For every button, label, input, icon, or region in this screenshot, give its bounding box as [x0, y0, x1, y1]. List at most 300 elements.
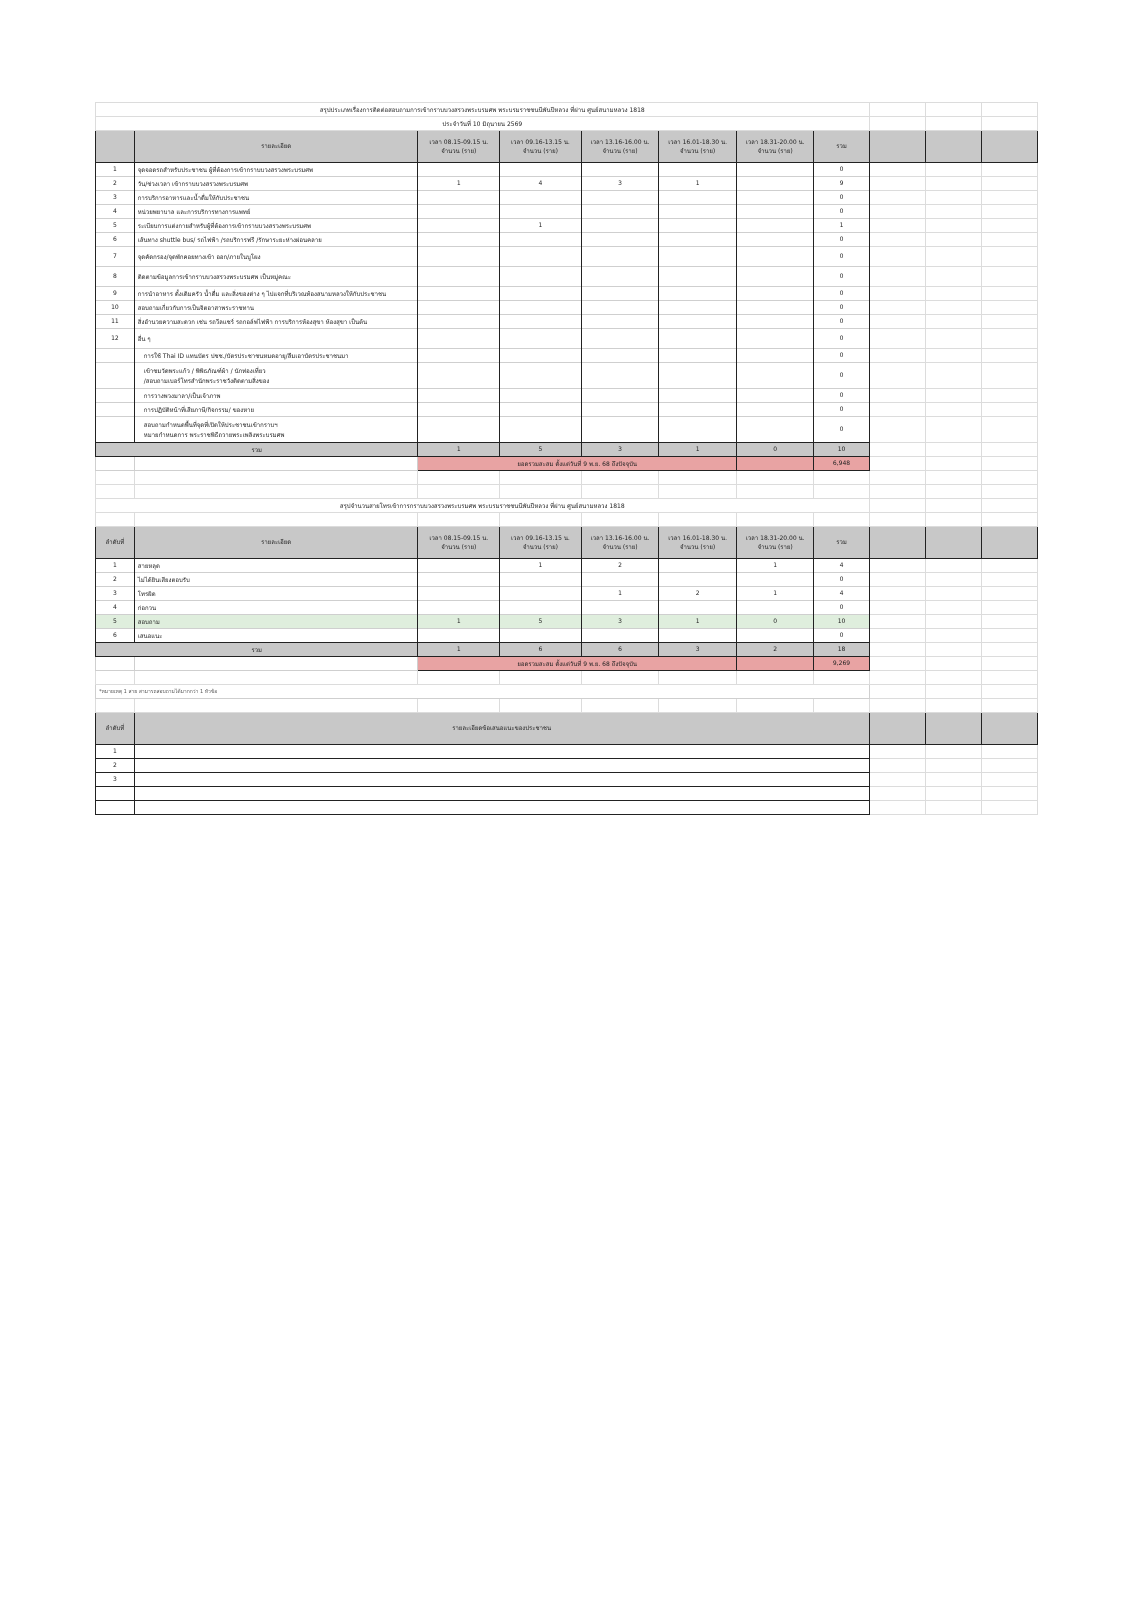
- extra-cell: [925, 191, 981, 205]
- spacer-row: [96, 699, 1038, 713]
- sheet2-cumulative-row: [96, 657, 1038, 671]
- blank: [659, 513, 737, 527]
- row-value: [581, 389, 659, 403]
- blank: [659, 471, 737, 485]
- row-value: 1: [659, 177, 737, 191]
- blank: [500, 513, 582, 527]
- extra-cell: [925, 417, 981, 443]
- extra-cell: [869, 233, 925, 247]
- extra-cell: [925, 177, 981, 191]
- row-value: [581, 315, 659, 329]
- row-number: 4: [96, 205, 135, 219]
- row-value: [736, 417, 814, 443]
- extra-cell: [925, 233, 981, 247]
- row-number: 1: [96, 163, 135, 177]
- row-number: 3: [96, 773, 135, 787]
- blank: [869, 699, 925, 713]
- extra-cell: [981, 205, 1037, 219]
- extra-cell: [981, 117, 1037, 131]
- row-value: [418, 219, 500, 233]
- spacer-row: [96, 513, 1038, 527]
- row-label: โทรผิด: [134, 587, 418, 601]
- blank: [418, 671, 500, 685]
- blank: [96, 485, 135, 499]
- row-value: 2: [659, 587, 737, 601]
- sheet1-date-row: [96, 117, 1038, 131]
- row-value: [418, 587, 500, 601]
- sum-value: 6: [500, 643, 582, 657]
- blank: [134, 699, 418, 713]
- extra-cell: [869, 389, 925, 403]
- extra-cell: [925, 601, 981, 615]
- row-value: 2: [581, 559, 659, 573]
- sum-value: 1: [418, 643, 500, 657]
- extra-cell: [981, 363, 1037, 389]
- header-col-4: เวลา 13.16-16.00 น. จำนวน (ราย): [581, 527, 659, 559]
- row-number: 10: [96, 301, 135, 315]
- row-value: 1: [736, 559, 814, 573]
- row-label: ระเบียบการแต่งกายสำหรับผู้ที่ต้องการเข้ากราบบวงสรวงพระบรมศพ: [134, 219, 418, 233]
- extra-cell: [925, 801, 981, 815]
- row-label: การใช้ Thai ID แทนบัตร ปชช./บัตรประชาชนหมดอายุ/ลืมเอาบัตรประชาชนมา: [134, 349, 418, 363]
- blank: [869, 513, 925, 527]
- extra-cell: [869, 787, 925, 801]
- extra-cell: [869, 177, 925, 191]
- sheet1-sum-row: [96, 443, 1038, 457]
- extra-cell: [925, 457, 981, 471]
- row-value: [736, 363, 814, 389]
- extra-cell: [925, 131, 981, 163]
- row-label: จุดจอดรถสำหรับประชาชน ผู้ที่ต้องการเข้ากราบบวงสรวงพระบรมศพ: [134, 163, 418, 177]
- spacer-row: [96, 485, 1038, 499]
- row-value: 1: [736, 587, 814, 601]
- blank: [96, 671, 135, 685]
- row-value: [659, 191, 737, 205]
- extra-cell: [869, 657, 925, 671]
- row-value: [659, 205, 737, 219]
- extra-cell: [925, 267, 981, 287]
- row-value: [500, 363, 582, 389]
- extra-cell: [981, 745, 1037, 759]
- extra-cell: [869, 499, 925, 513]
- sum-label: รวม: [96, 643, 418, 657]
- spreadsheet: [95, 102, 1038, 815]
- row-number: 3: [96, 191, 135, 205]
- row-value: 4: [500, 177, 582, 191]
- row-value: [418, 247, 500, 267]
- extra-cell: [925, 247, 981, 267]
- row-value: [418, 205, 500, 219]
- row-value: [500, 247, 582, 267]
- extra-cell: [869, 349, 925, 363]
- row-value: [418, 349, 500, 363]
- blank: [814, 513, 869, 527]
- extra-cell: [981, 773, 1037, 787]
- row-total: 0: [814, 163, 869, 177]
- row-value: 3: [581, 615, 659, 629]
- row-label: ติดตามข้อมูลการเข้ากราบบวงสรวงพระบรมศพ เป็นหมู่คณะ: [134, 267, 418, 287]
- extra-cell: [869, 191, 925, 205]
- sum-value: 10: [814, 443, 869, 457]
- cumulative-blank: [736, 457, 814, 471]
- blank: [736, 699, 814, 713]
- extra-cell: [869, 759, 925, 773]
- row-number: 2: [96, 573, 135, 587]
- row-value: [736, 191, 814, 205]
- header-col-3: เวลา 13.16-16.00 น. จำนวน (ราย): [581, 131, 659, 163]
- sheet1-row: [96, 233, 1038, 247]
- extra-cell: [981, 685, 1037, 699]
- row-detail: [134, 801, 869, 815]
- row-value: [418, 301, 500, 315]
- header-col-4: เวลา 16.01-18.30 น. จำนวน (ราย): [659, 131, 737, 163]
- row-number: [96, 787, 135, 801]
- row-value: [418, 389, 500, 403]
- row-value: [736, 219, 814, 233]
- blank: [659, 699, 737, 713]
- row-value: [581, 573, 659, 587]
- extra-cell: [869, 403, 925, 417]
- sum-value: 3: [581, 443, 659, 457]
- sheet1-header-row: [96, 131, 1038, 163]
- row-number: 4: [96, 601, 135, 615]
- extra-cell: [869, 685, 925, 699]
- extra-cell: [925, 389, 981, 403]
- blank: [134, 513, 418, 527]
- cumulative-value: 6,948: [814, 457, 869, 471]
- sheet1-subrow: [96, 363, 1038, 389]
- row-label: การปฏิบัติหน้าที่เสียภาษี/กิจกรรม/ ของหาย: [134, 403, 418, 417]
- header-no: [96, 131, 135, 163]
- sum-value: 6: [581, 643, 659, 657]
- blank: [581, 671, 659, 685]
- row-label: การนำอาหาร ดั้งเดิมครัว น้ำดื่ม และสิ่งของต่าง ๆ ไปแจกที่บริเวณท้องสนามหลวงให้กับประชาชน: [134, 287, 418, 301]
- row-value: [500, 417, 582, 443]
- row-total: 4: [814, 559, 869, 573]
- row-value: [659, 349, 737, 363]
- row-label: จุดคัดกรอง/จุดพักคอยทางเข้า ออก/ภายในบูโผง: [134, 247, 418, 267]
- row-total: 0: [814, 349, 869, 363]
- row-value: [418, 163, 500, 177]
- extra-cell: [981, 559, 1037, 573]
- row-label: เส้นทาง shuttle bus/ รถไฟฟ้า /รถบริการฟรี /รักษาระยะห่างผ่อนคลาย: [134, 233, 418, 247]
- row-value: [581, 417, 659, 443]
- sheet3-row: [96, 745, 1038, 759]
- extra-cell: [981, 657, 1037, 671]
- sheet3-row: [96, 759, 1038, 773]
- extra-cell: [925, 657, 981, 671]
- row-value: [500, 629, 582, 643]
- blank: [96, 471, 135, 485]
- sheet3-header-row: [96, 713, 1038, 745]
- row-value: [581, 191, 659, 205]
- row-value: [736, 233, 814, 247]
- extra-cell: [981, 643, 1037, 657]
- extra-cell: [981, 389, 1037, 403]
- row-number: 2: [96, 177, 135, 191]
- row-value: [500, 573, 582, 587]
- row-total: 0: [814, 417, 869, 443]
- extra-cell: [925, 773, 981, 787]
- extra-cell: [981, 103, 1037, 117]
- extra-cell: [981, 713, 1037, 745]
- extra-cell: [981, 301, 1037, 315]
- row-value: 1: [418, 615, 500, 629]
- row-value: [736, 205, 814, 219]
- extra-cell: [981, 163, 1037, 177]
- sheet2-title-row: [96, 499, 1038, 513]
- row-total: 9: [814, 177, 869, 191]
- row-total: 0: [814, 287, 869, 301]
- blank: [814, 671, 869, 685]
- extra-cell: [981, 191, 1037, 205]
- row-value: [659, 267, 737, 287]
- row-value: [659, 403, 737, 417]
- extra-cell: [981, 315, 1037, 329]
- blank: [134, 657, 418, 671]
- row-label: สอบถามกำหนดพื้นที่จุดที่เปิดให้ประชาชนเข้ากราบฯ หมายกำหนดการ พระราชพิธีถวายพระเพลิงพระบรมศพ: [134, 417, 418, 443]
- extra-cell: [869, 587, 925, 601]
- row-value: 0: [736, 615, 814, 629]
- row-value: [659, 247, 737, 267]
- blank: [134, 485, 418, 499]
- row-value: [418, 629, 500, 643]
- sheet1-subrow: [96, 389, 1038, 403]
- blank: [500, 485, 582, 499]
- row-total: 0: [814, 573, 869, 587]
- extra-cell: [869, 131, 925, 163]
- sum-value: 2: [736, 643, 814, 657]
- row-label: วัน/ช่วงเวลา เข้ากราบบวงสรวงพระบรมศพ: [134, 177, 418, 191]
- extra-cell: [925, 559, 981, 573]
- sheet2-row: [96, 629, 1038, 643]
- blank: [925, 513, 981, 527]
- extra-cell: [925, 685, 981, 699]
- row-number: [96, 417, 135, 443]
- header-col-2: เวลา 09.16-13.15 น. จำนวน (ราย): [500, 131, 582, 163]
- row-number: [96, 801, 135, 815]
- blank: [500, 471, 582, 485]
- sheet2-row: [96, 573, 1038, 587]
- row-number: [96, 403, 135, 417]
- extra-cell: [981, 233, 1037, 247]
- extra-cell: [981, 267, 1037, 287]
- extra-cell: [925, 163, 981, 177]
- extra-cell: [981, 329, 1037, 349]
- header-col-0: ลำดับที่: [96, 527, 135, 559]
- row-value: [581, 205, 659, 219]
- header-col-3: เวลา 09.16-13.15 น. จำนวน (ราย): [500, 527, 582, 559]
- extra-cell: [925, 315, 981, 329]
- extra-cell: [925, 443, 981, 457]
- blank: [96, 457, 135, 471]
- blank: [814, 471, 869, 485]
- row-number: 1: [96, 745, 135, 759]
- row-value: [736, 601, 814, 615]
- row-number: 9: [96, 287, 135, 301]
- row-value: [736, 287, 814, 301]
- extra-cell: [925, 363, 981, 389]
- extra-cell: [925, 759, 981, 773]
- row-value: [581, 629, 659, 643]
- sum-value: 5: [500, 443, 582, 457]
- extra-cell: [869, 315, 925, 329]
- row-value: [418, 417, 500, 443]
- row-value: [581, 267, 659, 287]
- extra-cell: [869, 117, 925, 131]
- extra-cell: [981, 349, 1037, 363]
- sheet1-cumulative-row: [96, 457, 1038, 471]
- row-value: [500, 587, 582, 601]
- row-value: [500, 267, 582, 287]
- sheet2-row: [96, 601, 1038, 615]
- row-value: [500, 601, 582, 615]
- row-total: 0: [814, 363, 869, 389]
- row-label: อื่น ๆ: [134, 329, 418, 349]
- extra-cell: [981, 587, 1037, 601]
- spacer-row: [96, 671, 1038, 685]
- row-value: [500, 163, 582, 177]
- row-value: 1: [418, 177, 500, 191]
- row-value: [500, 349, 582, 363]
- blank: [581, 699, 659, 713]
- row-value: [736, 403, 814, 417]
- row-label: การบริการอาหารและน้ำดื่มให้กับประชาชน: [134, 191, 418, 205]
- blank: [814, 699, 869, 713]
- row-value: [736, 629, 814, 643]
- extra-cell: [925, 219, 981, 233]
- sheet1-subrow: [96, 403, 1038, 417]
- extra-cell: [869, 643, 925, 657]
- row-value: [659, 219, 737, 233]
- blank: [814, 485, 869, 499]
- row-value: [581, 329, 659, 349]
- row-number: 3: [96, 587, 135, 601]
- row-detail: [134, 745, 869, 759]
- extra-cell: [925, 787, 981, 801]
- header-col-0: รายละเอียด: [134, 131, 418, 163]
- header-col-7: รวม: [814, 527, 869, 559]
- extra-cell: [981, 759, 1037, 773]
- sum-value: 0: [736, 443, 814, 457]
- row-value: [659, 389, 737, 403]
- extra-cell: [981, 787, 1037, 801]
- extra-cell: [981, 615, 1037, 629]
- extra-cell: [869, 527, 925, 559]
- cumulative-label: ยอดรวมสะสม ตั้งแต่วันที่ 9 พ.ย. 68 ถึงปัจจุบัน: [418, 657, 736, 671]
- spacer-row: [96, 471, 1038, 485]
- row-value: [659, 363, 737, 389]
- row-label: หน่วยพยาบาล และการบริการทางการแพทย์: [134, 205, 418, 219]
- extra-cell: [925, 117, 981, 131]
- cumulative-blank: [736, 657, 814, 671]
- row-value: [659, 629, 737, 643]
- row-detail: [134, 787, 869, 801]
- row-value: [659, 559, 737, 573]
- extra-cell: [925, 103, 981, 117]
- blank: [925, 699, 981, 713]
- blank: [659, 671, 737, 685]
- blank: [418, 471, 500, 485]
- blank: [418, 699, 500, 713]
- extra-cell: [981, 573, 1037, 587]
- row-label: สอบถาม: [134, 615, 418, 629]
- extra-cell: [981, 629, 1037, 643]
- extra-cell: [925, 349, 981, 363]
- row-value: 1: [500, 559, 582, 573]
- extra-cell: [869, 267, 925, 287]
- row-value: [500, 205, 582, 219]
- blank: [925, 671, 981, 685]
- blank: [925, 485, 981, 499]
- row-number: 7: [96, 247, 135, 267]
- row-value: [581, 349, 659, 363]
- row-value: 1: [581, 587, 659, 601]
- row-detail: [134, 759, 869, 773]
- extra-cell: [869, 573, 925, 587]
- row-total: 0: [814, 403, 869, 417]
- row-value: [736, 573, 814, 587]
- extra-cell: [925, 205, 981, 219]
- row-value: [500, 301, 582, 315]
- row-label: เข้าชมวัดพระแก้ว / พิพิธภัณฑ์ผ้า / นักท่องเที่ยว /สอบถามเบอร์โทรสำนักพระราชวังติดตามสิ่งของ: [134, 363, 418, 389]
- extra-cell: [869, 801, 925, 815]
- row-value: [581, 163, 659, 177]
- header-col-1: รายละเอียด: [134, 527, 418, 559]
- row-value: [500, 315, 582, 329]
- sum-value: 1: [659, 443, 737, 457]
- row-label: สิ่งอำนวยความสะดวก เช่น รถวีลแชร์ รถกอล์ฟไฟฟ้า การบริการห้องสุขา ห้องสุขา เป็นต้น: [134, 315, 418, 329]
- row-value: [736, 247, 814, 267]
- row-detail: [134, 773, 869, 787]
- row-number: 1: [96, 559, 135, 573]
- blank: [981, 513, 1037, 527]
- extra-cell: [925, 527, 981, 559]
- row-number: 12: [96, 329, 135, 349]
- note: *หมายเหตุ 1 สาย สามารถสอบถามได้มากกว่า 1 หัวข้อ: [96, 685, 870, 699]
- extra-cell: [981, 219, 1037, 233]
- row-value: [659, 329, 737, 349]
- row-value: [581, 601, 659, 615]
- row-value: [418, 315, 500, 329]
- blank: [869, 471, 925, 485]
- extra-cell: [869, 163, 925, 177]
- row-label: การวางพวงมาลา/เป็นเจ้าภาพ: [134, 389, 418, 403]
- sum-label: รวม: [96, 443, 418, 457]
- blank: [869, 671, 925, 685]
- extra-cell: [981, 287, 1037, 301]
- sheet2-row: [96, 587, 1038, 601]
- row-value: 3: [581, 177, 659, 191]
- sheet1-row: [96, 219, 1038, 233]
- header-col-6: เวลา 18.31-20.00 น. จำนวน (ราย): [736, 527, 814, 559]
- row-total: 0: [814, 205, 869, 219]
- extra-cell: [981, 457, 1037, 471]
- cumulative-value: 9,269: [814, 657, 869, 671]
- row-total: 0: [814, 389, 869, 403]
- row-value: [659, 417, 737, 443]
- header-no: ลำดับที่: [96, 713, 135, 745]
- row-value: [418, 573, 500, 587]
- row-label: ไม่ได้ยินเสียงตอบรับ: [134, 573, 418, 587]
- row-value: [500, 287, 582, 301]
- row-total: 10: [814, 615, 869, 629]
- row-value: [736, 349, 814, 363]
- row-value: [736, 163, 814, 177]
- row-total: 0: [814, 191, 869, 205]
- row-number: [96, 363, 135, 389]
- sheet1-row: [96, 191, 1038, 205]
